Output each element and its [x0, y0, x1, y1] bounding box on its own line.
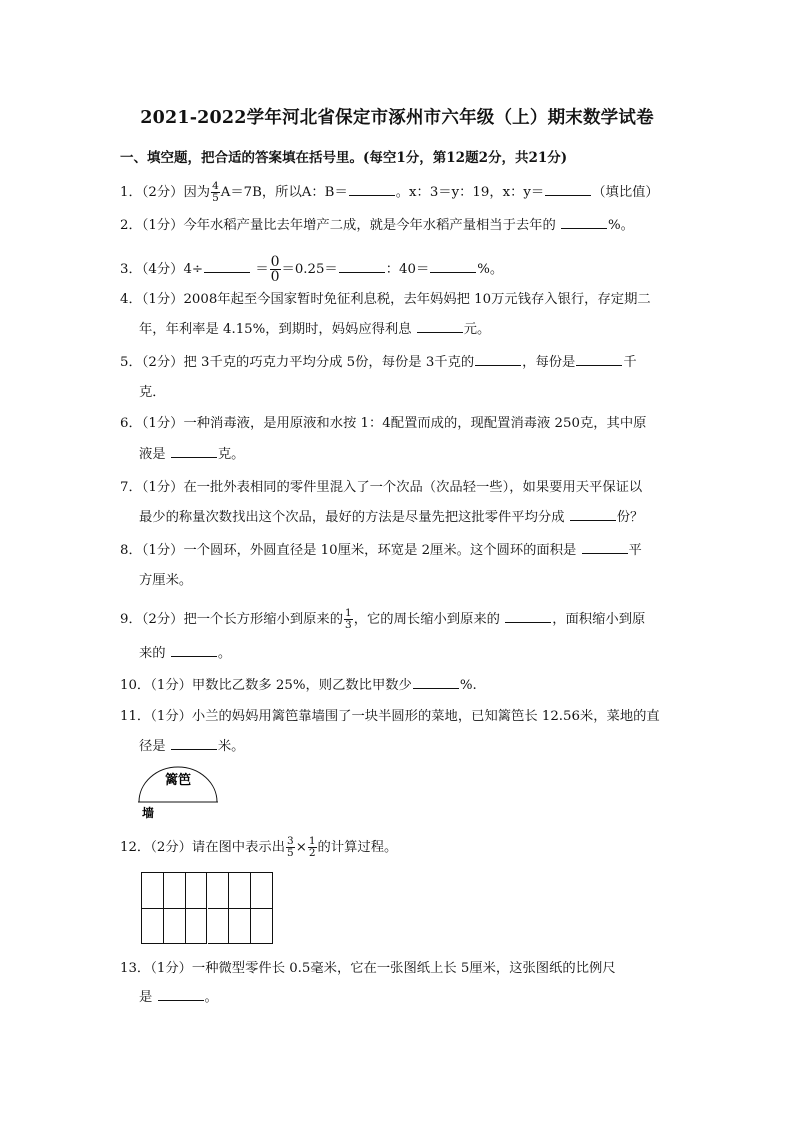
question-text: A＝7B，所以A：B＝	[220, 185, 348, 200]
fence-label: 篱笆	[164, 773, 192, 788]
fraction-placeholder[interactable]	[270, 255, 281, 284]
question-text: ＝	[255, 262, 269, 277]
question-5-cont	[139, 383, 166, 403]
fraction-denominator: 5	[287, 847, 294, 859]
answer-blank[interactable]	[576, 353, 622, 366]
fraction-denominator: 5	[212, 192, 219, 204]
question-score: （1分）	[141, 218, 184, 233]
question-text: 元。	[463, 322, 491, 337]
answer-blank[interactable]	[417, 320, 463, 333]
question-text: ，它的周长缩小到原来的	[353, 612, 505, 627]
answer-blank[interactable]	[570, 508, 616, 521]
wall-label: 墙	[142, 806, 155, 820]
question-number: 8．	[120, 543, 142, 558]
fraction-grid[interactable]	[141, 872, 273, 944]
question-text: 平	[628, 543, 642, 558]
question-text: 来的	[139, 646, 170, 661]
answer-blank[interactable]	[430, 260, 476, 273]
question-number: 1．	[120, 185, 142, 200]
question-text: 方厘米。	[139, 573, 193, 588]
answer-blank[interactable]	[545, 183, 591, 196]
question-text: ＝0.25＝	[281, 262, 338, 277]
answer-blank[interactable]	[171, 644, 217, 657]
answer-blank[interactable]	[204, 260, 250, 273]
question-text: 一种消毒液，是用原液和水按 1：4配置而成的，现配置消毒液 250克，其中原	[183, 416, 647, 431]
question-text: 最少的称量次数找出这个次品，最好的方法是尽量先把这批零件平均分成	[139, 510, 569, 525]
question-7-cont	[139, 508, 643, 528]
question-text: 的计算过程。	[317, 840, 398, 855]
question-number: 12．	[120, 840, 151, 855]
question-text: 是	[139, 990, 157, 1005]
question-score: （1分）	[150, 961, 192, 976]
question-score: （2分）	[150, 840, 192, 855]
question-2	[120, 216, 634, 236]
question-number: 13．	[120, 961, 151, 976]
question-number: 7．	[120, 480, 142, 495]
grid-cell[interactable]	[251, 873, 273, 909]
question-score: （2分）	[141, 612, 184, 627]
question-3	[120, 255, 503, 284]
fraction-numerator: 1	[345, 607, 352, 619]
answer-blank[interactable]	[349, 183, 395, 196]
question-11	[120, 707, 660, 727]
question-text: （填比值）	[592, 185, 659, 200]
grid-cell[interactable]	[251, 909, 273, 945]
question-text: 。	[204, 990, 218, 1005]
question-text: 年，年利率是 4.15%，到期时，妈妈应得利息	[139, 322, 416, 337]
question-text: 甲数比乙数多 25%，则乙数比甲数少	[191, 678, 412, 693]
grid-cell[interactable]	[186, 909, 208, 945]
question-text: %。	[608, 218, 634, 233]
question-score: （1分）	[141, 416, 184, 431]
question-13-cont	[139, 988, 218, 1008]
question-text: 小兰的妈妈用篱笆靠墙围了一块半圆形的菜地，已知篱笆长 12.56米，菜地的直	[191, 709, 660, 724]
fraction-denominator: 3	[345, 619, 352, 631]
question-text: 米。	[217, 739, 245, 754]
question-text: 一个圆环，外圆直径是 10厘米，环宽是 2厘米。这个圆环的面积是	[183, 543, 581, 558]
question-score: （2分）	[141, 355, 184, 370]
question-10	[120, 676, 477, 696]
answer-blank[interactable]	[171, 737, 217, 750]
question-6	[120, 414, 646, 434]
question-text: %。	[477, 262, 504, 277]
question-8	[120, 541, 642, 561]
fraction-denominator: 2	[308, 847, 316, 859]
question-text: 因为	[183, 185, 211, 200]
fraction-denominator: 0	[270, 269, 280, 285]
question-text: 请在图中表示出	[191, 840, 285, 855]
grid-cell[interactable]	[142, 873, 164, 909]
question-text: 一种微型零件长 0.5毫米，它在一张图纸上长 5厘米，这张图纸的比例尺	[191, 961, 616, 976]
question-6-cont	[139, 445, 244, 465]
question-score: （1分）	[150, 678, 192, 693]
question-text: 今年水稻产量比去年增产二成，就是今年水稻产量相当于去年的	[183, 218, 561, 233]
fraction-numerator: 1	[308, 835, 316, 847]
question-score: （1分）	[141, 480, 184, 495]
question-text: 2008年起至今国家暂时免征利息税，去年妈妈把 10万元钱存入银行，存定期二	[183, 292, 651, 307]
answer-blank[interactable]	[561, 216, 607, 229]
question-text: ：40＝	[385, 262, 430, 277]
answer-blank[interactable]	[475, 353, 521, 366]
question-number: 6．	[120, 416, 142, 431]
question-text: 径是	[139, 739, 170, 754]
question-12	[120, 836, 397, 859]
question-text: 份？	[616, 510, 644, 525]
answer-blank[interactable]	[582, 541, 628, 554]
question-text: 液是	[139, 447, 170, 462]
section-heading: 一、填空题，把合适的答案填在括号里。(每空1分，第12题2分，共21分)	[120, 150, 568, 166]
semicircle-fence-diagram	[138, 763, 218, 821]
grid-cell[interactable]	[186, 873, 208, 909]
fraction-numerator: 4	[212, 180, 219, 192]
question-number: 4．	[120, 292, 142, 307]
fraction	[286, 836, 295, 859]
question-text: 把 3千克的巧克力平均分成 5份，每份是 3千克的	[183, 355, 475, 370]
grid-cell[interactable]	[142, 909, 164, 945]
question-text: 千	[623, 355, 637, 370]
fraction	[308, 836, 317, 859]
fraction	[211, 181, 220, 204]
question-number: 3．	[120, 262, 142, 277]
question-9	[120, 608, 645, 631]
grid-cell[interactable]	[164, 873, 186, 909]
semicircle-figure	[138, 763, 218, 825]
fraction-numerator: 0	[270, 254, 280, 270]
question-text: 4÷	[183, 262, 204, 277]
question-text: 。	[217, 646, 232, 661]
question-text: 把一个长方形缩小到原来的	[183, 612, 344, 627]
answer-blank[interactable]	[158, 988, 204, 1001]
grid-cell[interactable]	[164, 909, 186, 945]
question-13	[120, 959, 616, 979]
question-8-cont	[139, 571, 192, 591]
question-9-cont	[139, 644, 231, 664]
fraction	[344, 608, 353, 631]
question-text: 克．	[139, 385, 166, 400]
question-score: （2分）	[141, 185, 184, 200]
question-text: 。x：3＝y：19，x：y＝	[395, 185, 545, 200]
question-score: （1分）	[141, 292, 184, 307]
question-number: 11．	[120, 709, 151, 724]
grid-cell[interactable]	[208, 873, 230, 909]
question-4-cont	[139, 320, 490, 340]
page-title: 2021-2022学年河北省保定市涿州市六年级（上）期末数学试卷	[140, 108, 654, 128]
question-number: 10．	[120, 678, 151, 693]
question-4	[120, 290, 651, 310]
question-score: （4分）	[141, 262, 184, 277]
question-7	[120, 478, 642, 498]
grid-cell[interactable]	[229, 873, 251, 909]
question-number: 2．	[120, 218, 142, 233]
answer-blank[interactable]	[171, 445, 217, 458]
question-text: ，每份是	[522, 355, 576, 370]
grid-cell[interactable]	[229, 909, 251, 945]
fraction-numerator: 3	[287, 835, 294, 847]
question-text: %.	[459, 678, 477, 693]
question-score: （1分）	[141, 543, 184, 558]
question-number: 5．	[120, 355, 142, 370]
answer-blank[interactable]	[339, 260, 385, 273]
times-sign: ×	[295, 840, 307, 855]
question-text: ，面积缩小到原	[552, 612, 646, 627]
answer-blank[interactable]	[413, 676, 459, 689]
question-5	[120, 353, 637, 373]
question-11-cont	[139, 737, 244, 757]
question-1	[120, 181, 659, 204]
question-text: 在一批外表相同的零件里混入了一个次品（次品轻一些），如果要用天平保证以	[183, 480, 643, 495]
question-score: （1分）	[150, 709, 192, 724]
question-text: 克。	[217, 447, 245, 462]
question-number: 9．	[120, 612, 142, 627]
grid-cell[interactable]	[208, 909, 230, 945]
answer-blank[interactable]	[505, 610, 551, 623]
